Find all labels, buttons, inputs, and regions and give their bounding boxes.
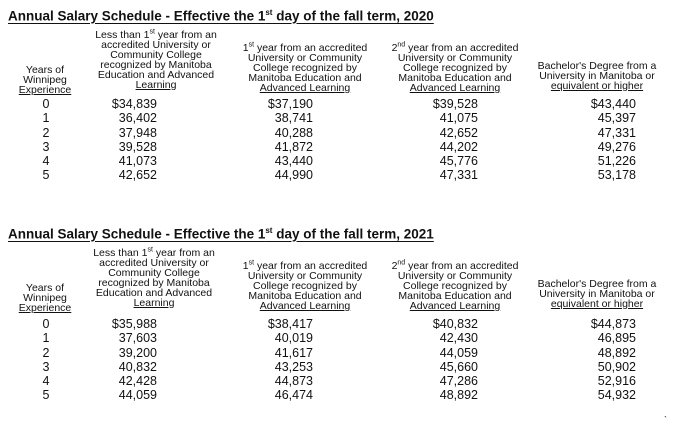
header-years-of-experience: Years of Winnipeg Experience — [18, 282, 72, 314]
header-bachelors-degree: Bachelor's Degree from a University in Manitoba or equivalent or higher — [537, 60, 657, 92]
years-column: 0 1 2 3 4 5 — [42, 97, 50, 183]
schedule-title: Annual Salary Schedule - Effective the 1st day of the fall term, 2020 — [8, 8, 434, 24]
corner-mark: ` — [664, 415, 667, 425]
header-second-year: 2nd year from an accredited University or Community College recognized by Manitoba Education and Advanced Learning — [391, 41, 519, 94]
header-second-year: 2nd year from an accredited University or Community College recognized by Manitoba Education and Advanced Learning — [391, 259, 519, 312]
first-year-salaries: $38,417 40,019 41,617 43,253 44,873 46,474 — [267, 317, 313, 403]
header-bachelors-degree: Bachelor's Degree from a University in Manitoba or equivalent or higher — [537, 278, 657, 310]
header-less-than-first-year: Less than 1st year from an accredited University or Community College recognized by Manitoba Education and Advanced Learning — [93, 246, 215, 309]
second-year-salaries: $39,528 41,075 42,652 44,202 45,776 47,331 — [432, 97, 478, 183]
second-year-salaries: $40,832 42,430 44,059 45,660 47,286 48,892 — [432, 317, 478, 403]
bachelors-degree-salaries: $43,440 45,397 47,331 49,276 51,226 53,178 — [590, 97, 636, 183]
years-column: 0 1 2 3 4 5 — [42, 317, 50, 403]
header-less-than-first-year: Less than 1st year from an accredited University or Community College recognized by Manitoba Education and Advanced Learning — [95, 28, 217, 91]
bachelors-degree-salaries: $44,873 46,895 48,892 50,902 52,916 54,932 — [590, 317, 636, 403]
less-than-first-year-salaries: $35,988 37,603 39,200 40,832 42,428 44,059 — [111, 317, 157, 403]
schedule-title: Annual Salary Schedule - Effective the 1st day of the fall term, 2021 — [8, 226, 434, 242]
header-years-of-experience: Years of Winnipeg Experience — [18, 64, 72, 96]
header-first-year: 1st year from an accredited University or Community College recognized by Manitoba Education and Advanced Learning — [242, 259, 368, 312]
less-than-first-year-salaries: $34,839 36,402 37,948 39,528 41,073 42,652 — [111, 97, 157, 183]
first-year-salaries: $37,190 38,741 40,288 41,872 43,440 44,990 — [267, 97, 313, 183]
header-first-year: 1st year from an accredited University or Community College recognized by Manitoba Education and Advanced Learning — [242, 41, 368, 94]
